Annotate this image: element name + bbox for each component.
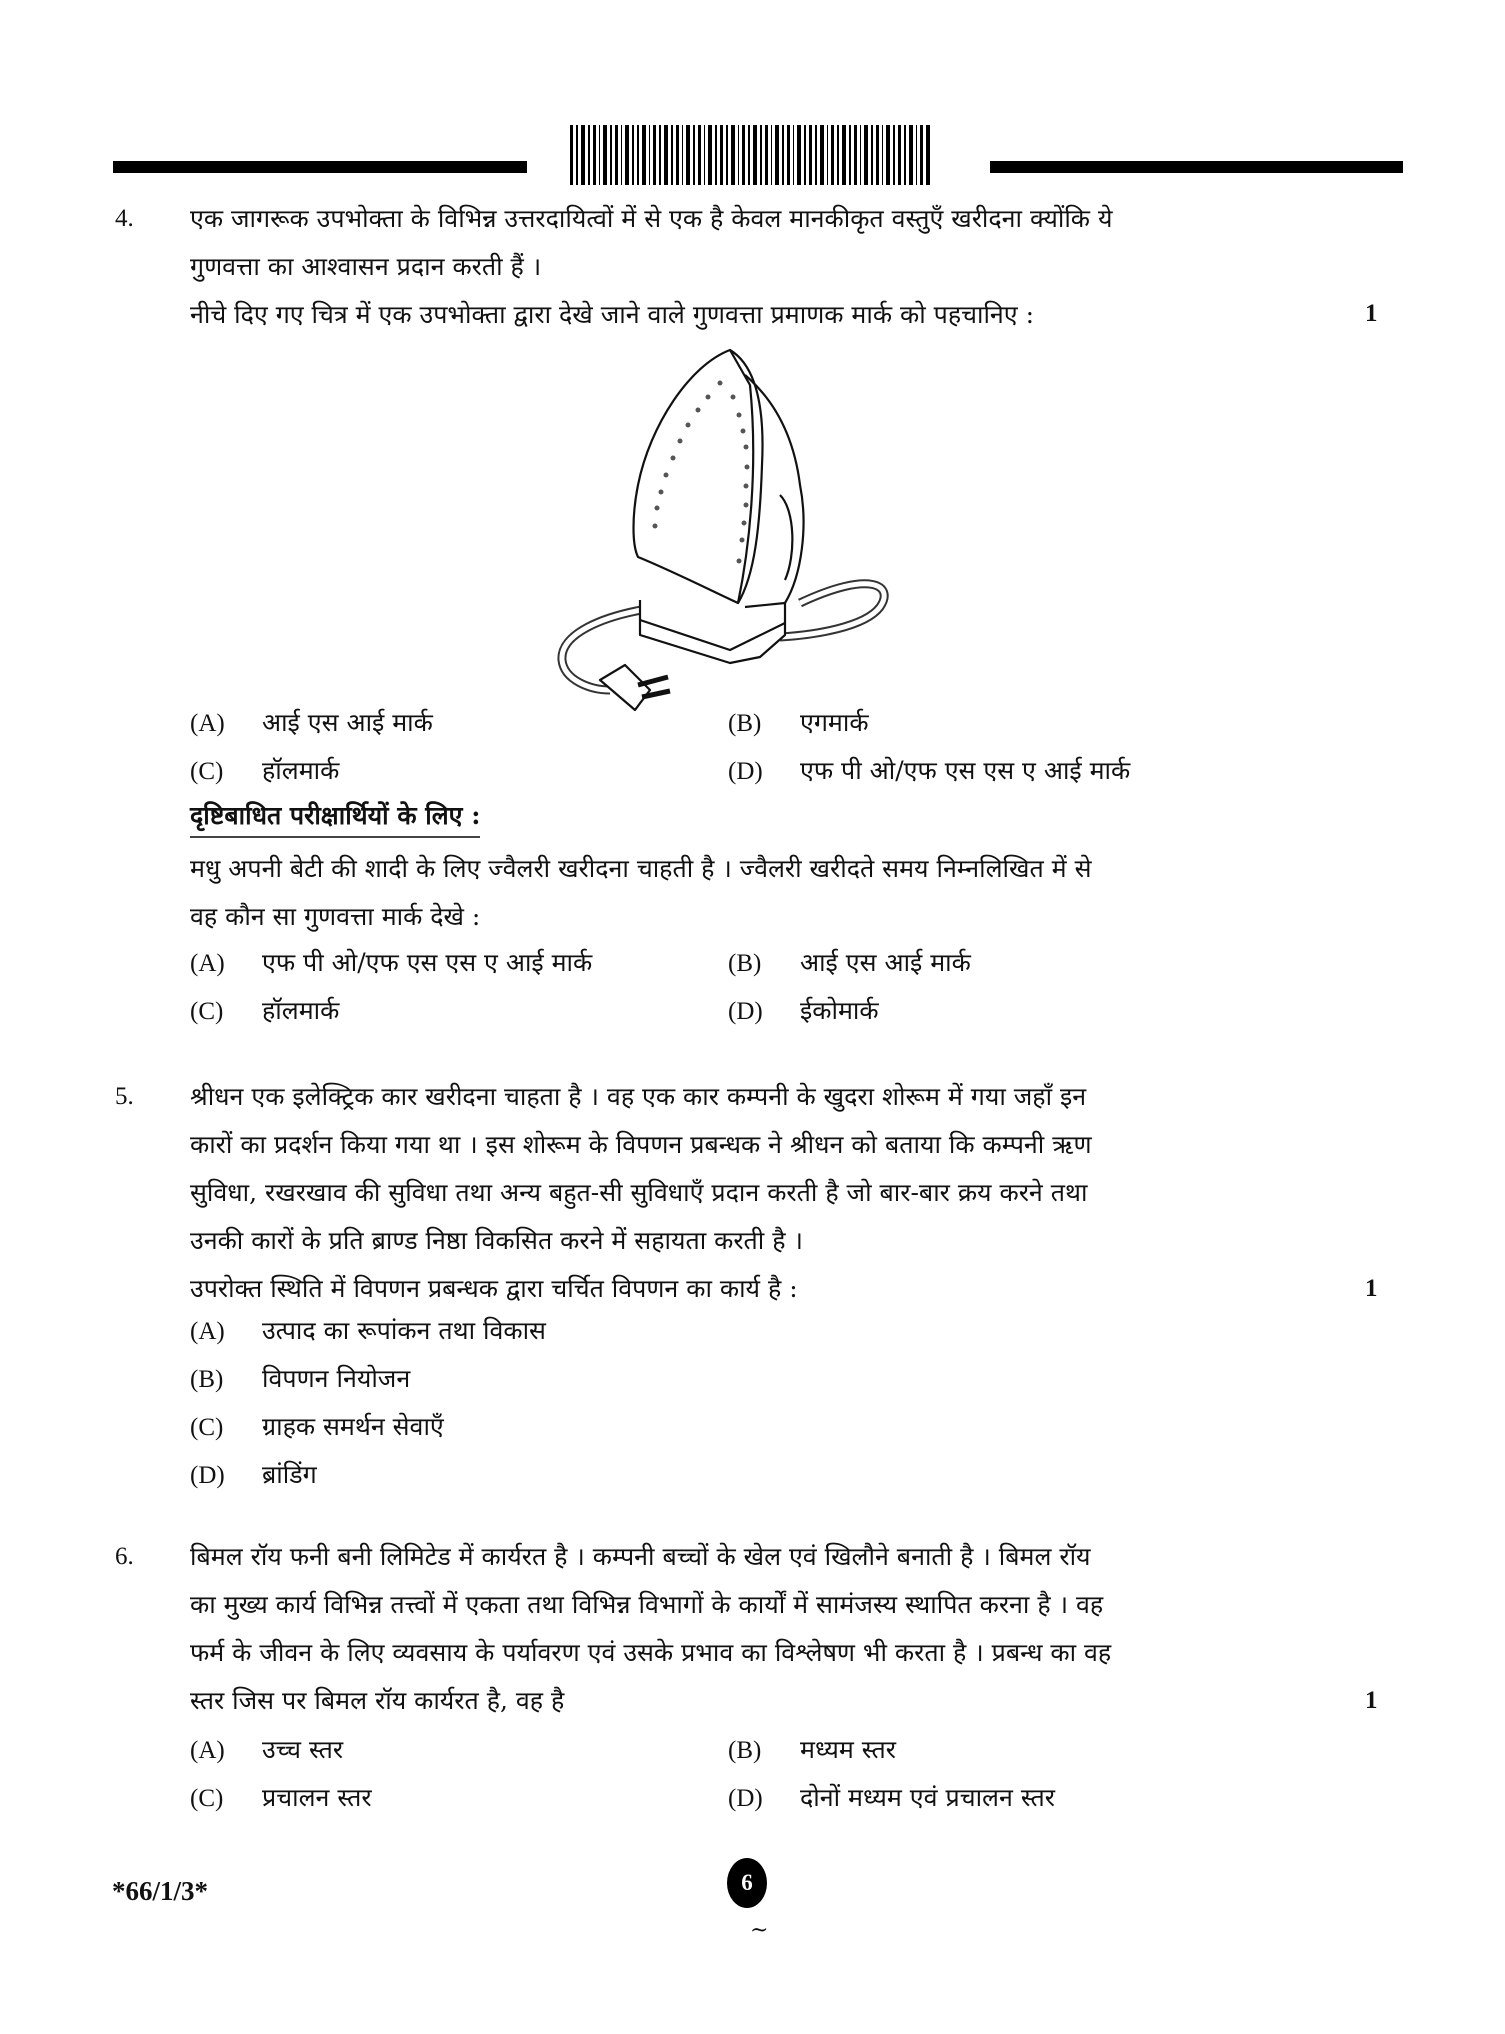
option-text: उत्पाद का रूपांकन तथा विकास xyxy=(262,1316,546,1345)
question-text-line: गुणवत्ता का आश्वासन प्रदान करती हैं । xyxy=(190,252,542,281)
question-text-line: नीचे दिए गए चित्र में एक उपभोक्ता द्वारा देखे जाने वाले गुणवत्ता प्रमाणक मार्क को पहचानिए : xyxy=(190,300,1034,329)
option-label: (D) xyxy=(728,758,763,785)
option-text: हॉलमार्क xyxy=(262,756,340,785)
option-label: (B) xyxy=(728,950,762,977)
header-rule-left xyxy=(113,161,527,173)
option-c xyxy=(190,753,339,787)
vi-question-text-line: मधु अपनी बेटी की शादी के लिए ज्वैलरी खरीदना चाहती है । ज्वैलरी खरीदते समय निम्नलिखित में से xyxy=(190,854,1092,883)
vi-option-b xyxy=(728,945,971,979)
question-text-line: उपरोक्त स्थिति में विपणन प्रबन्धक द्वारा चर्चित विपणन का कार्य है : xyxy=(190,1274,798,1303)
option-text: प्रचालन स्तर xyxy=(262,1783,372,1812)
option-text: ब्रांडिंग xyxy=(262,1460,317,1489)
option-label: (C) xyxy=(190,1785,224,1812)
option-text: एफ पी ओ/एफ एस एस ए आई मार्क xyxy=(800,756,1131,785)
option-text: मध्यम स्तर xyxy=(800,1735,896,1764)
marks-label: 1 xyxy=(1365,300,1378,327)
option-text: आई एस आई मार्क xyxy=(262,708,433,737)
tilde-mark: ~ xyxy=(750,1918,769,1943)
question-text-line: फर्म के जीवन के लिए व्यवसाय के पर्यावरण एवं उसके प्रभाव का विश्लेषण भी करता है । प्रबन्ध का वह xyxy=(190,1638,1112,1667)
option-label: (B) xyxy=(728,710,762,737)
marks-label: 1 xyxy=(1365,1687,1378,1714)
option-b xyxy=(190,1361,410,1395)
barcode-icon xyxy=(570,125,930,185)
question-number: 5. xyxy=(115,1083,134,1110)
option-label: (A) xyxy=(190,1737,225,1764)
option-label: (B) xyxy=(728,1737,762,1764)
option-label: (A) xyxy=(190,710,225,737)
option-label: (B) xyxy=(190,1366,224,1393)
option-label: (D) xyxy=(728,998,763,1025)
question-text-line: सुविधा, रखरखाव की सुविधा तथा अन्य बहुत-सी सुविधाएँ प्रदान करती है जो बार-बार क्रय करने तथा xyxy=(190,1178,1088,1207)
option-text: ग्राहक समर्थन सेवाएँ xyxy=(262,1412,444,1441)
visually-impaired-heading: दृष्टिबाधित परीक्षार्थियों के लिए : xyxy=(190,798,480,838)
option-a xyxy=(190,1313,546,1347)
option-b xyxy=(728,1732,896,1766)
option-label: (C) xyxy=(190,1414,224,1441)
vi-option-d xyxy=(728,993,879,1027)
page-number-badge: 6 xyxy=(727,1858,767,1908)
option-c xyxy=(190,1409,444,1443)
question-text-line: एक जागरूक उपभोक्ता के विभिन्न उत्तरदायित्वों में से एक है केवल मानकीकृत वस्तुएँ खरीदना क्योंकि ये xyxy=(190,204,1113,233)
option-d xyxy=(728,1780,1055,1814)
option-text: हॉलमार्क xyxy=(262,996,340,1025)
option-text: विपणन नियोजन xyxy=(262,1364,411,1393)
question-text-line: उनकी कारों के प्रति ब्राण्ड निष्ठा विकसित करने में सहायता करती है । xyxy=(190,1226,803,1255)
option-c xyxy=(190,1780,372,1814)
vi-option-a xyxy=(190,945,592,979)
option-label: (A) xyxy=(190,1318,225,1345)
question-text-line: स्तर जिस पर बिमल रॉय कार्यरत है, वह है xyxy=(190,1686,565,1715)
option-a xyxy=(190,1732,343,1766)
option-a xyxy=(190,705,433,739)
option-d xyxy=(728,753,1130,787)
option-label: (C) xyxy=(190,998,224,1025)
option-text: एगमार्क xyxy=(800,708,869,737)
option-text: आई एस आई मार्क xyxy=(800,948,971,977)
marks-label: 1 xyxy=(1365,1275,1378,1302)
option-label: (A) xyxy=(190,950,225,977)
option-text: दोनों मध्यम एवं प्रचालन स्तर xyxy=(800,1783,1056,1812)
option-b xyxy=(728,705,869,739)
question-text-line: श्रीधन एक इलेक्ट्रिक कार खरीदना चाहता है । वह एक कार कम्पनी के खुदरा शोरूम में गया जहाँ इन xyxy=(190,1082,1087,1111)
option-text: ईकोमार्क xyxy=(800,996,879,1025)
vi-option-c xyxy=(190,993,339,1027)
option-label: (D) xyxy=(190,1462,225,1489)
electric-iron-figure xyxy=(540,345,1010,715)
option-label: (D) xyxy=(728,1785,763,1812)
option-text: उच्च स्तर xyxy=(262,1735,344,1764)
question-number: 4. xyxy=(115,205,134,232)
question-text-line: का मुख्य कार्य विभिन्न तत्त्वों में एकता तथा विभिन्न विभागों के कार्यों में सामंजस्य स्थापित करना है । वह xyxy=(190,1590,1104,1619)
question-text-line: बिमल रॉय फनी बनी लिमिटेड में कार्यरत है । कम्पनी बच्चों के खेल एवं खिलौने बनाती है । बिमल रॉय xyxy=(190,1542,1091,1571)
question-number: 6. xyxy=(115,1543,134,1570)
option-label: (C) xyxy=(190,758,224,785)
question-text-line: कारों का प्रदर्शन किया गया था । इस शोरूम के विपणन प्रबन्धक ने श्रीधन को बताया कि कम्पनी ऋण xyxy=(190,1130,1092,1159)
paper-code: *66/1/3* xyxy=(112,1876,209,1906)
vi-question-text-line: वह कौन सा गुणवत्ता मार्क देखे : xyxy=(190,902,481,931)
option-text: एफ पी ओ/एफ एस एस ए आई मार्क xyxy=(262,948,593,977)
option-d xyxy=(190,1457,317,1491)
header-rule-right xyxy=(990,161,1403,173)
